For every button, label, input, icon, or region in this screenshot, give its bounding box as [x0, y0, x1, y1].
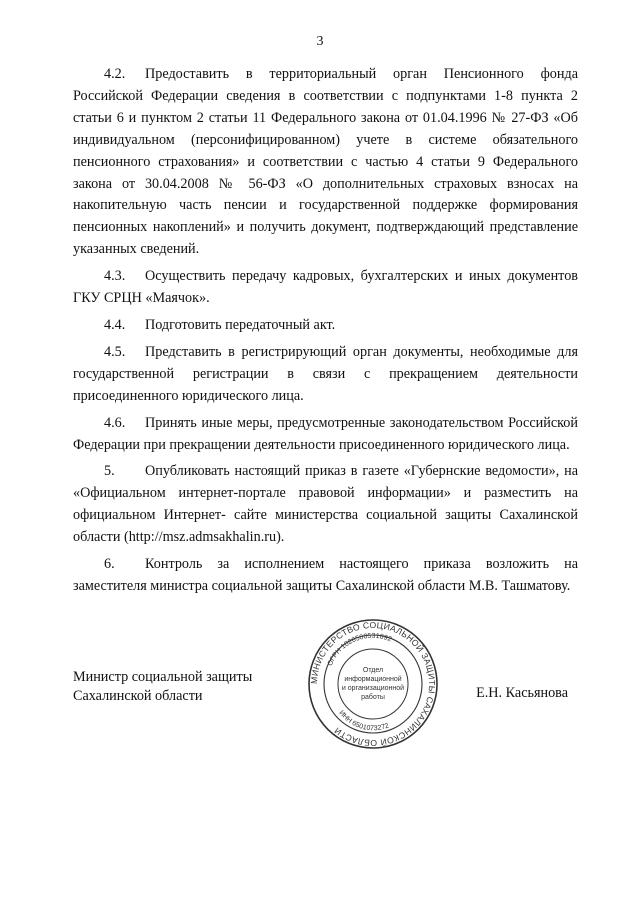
paragraph-number: 6. — [104, 556, 115, 573]
paragraph-4-6 — [73, 413, 578, 457]
paragraph-6 — [73, 554, 578, 598]
paragraph-text: Представить в регистрирующий орган документы, необходимые для государственной регистрации в связи с прекращением деятельности присоединенного юридического лица. — [73, 343, 578, 404]
paragraph-number: 4.6. — [104, 414, 126, 431]
paragraph-5 — [73, 461, 578, 549]
stamp-inn: ИНН 6501073272 — [337, 709, 390, 733]
official-stamp — [307, 618, 439, 750]
paragraph-number: 4.2. — [104, 66, 126, 82]
paragraph-text: Контроль за исполнением настоящего приказа возложить на заместителя министра социальной защиты Сахалинской области М.В. Ташматову. — [73, 556, 578, 594]
paragraph-text: Опубликовать настоящий приказ в газете «Губернские ведомости», на «Официальном интернет-портале правовой информации» и разместить на официальном Интернет- сайте министерства социальной защиты Сахалинской области (http://msz.admsakhalin.ru). — [73, 463, 578, 546]
signature-block — [73, 619, 578, 768]
signatory-title — [73, 668, 252, 706]
paragraph-number: 4.3. — [104, 268, 126, 285]
signatory-title-line2: Сахалинской области — [73, 688, 203, 704]
paragraph-4-4 — [73, 315, 578, 337]
paragraph-number: 5. — [104, 463, 115, 480]
signatory-name: Е.Н. Касьянова — [476, 685, 568, 701]
paragraph-4-5 — [73, 342, 578, 408]
paragraph-text: Предоставить в территориальный орган Пенсионного фонда Российской Федерации сведения в соответствии с подпунктами 1-8 пункта 2 статьи 6 и пунктом 2 статьи 11 Федерального закона от 01.04.1996 № 27-ФЗ «Об индивидуальном (персонифицированном) учете в системе обязательного пенсионного страхования» и соответствии с частью 4 статьи 9 Федерального закона от 30.04.2008 № 56-ФЗ «О дополнительных страховых взносах на накопительную часть пенсии и государственной поддержке формирования пенсионных накоплений» и получить документ, подтверждающий представление указанных сведений. — [73, 66, 578, 258]
paragraph-4-3 — [73, 266, 578, 310]
paragraph-text: Осуществить передачу кадровых, бухгалтерских и иных документов ГКУ СРЦН «Маячок». — [73, 268, 578, 307]
stamp-ogrn: ОГРН 1026500531892 — [326, 632, 393, 668]
paragraph-text: Принять иные меры, предусмотренные законодательством Российской Федерации при прекращении деятельности присоединенного юридического лица. — [73, 414, 578, 453]
stamp-center-line3: и организационной — [341, 685, 405, 692]
paragraph-number: 4.5. — [104, 343, 126, 360]
stamp-outer-text: МИНИСТЕРСТВО СОЦИАЛЬНОЙ ЗАЩИТЫ САХАЛИНСКОЙ ОБЛАСТИ — [308, 619, 438, 749]
paragraph-4-2 — [73, 64, 578, 261]
stamp-center-line4: работы — [361, 694, 385, 701]
paragraph-text: Подготовить передаточный акт. — [145, 316, 336, 333]
signatory-title-line1: Министр социальной защиты — [73, 669, 253, 685]
stamp-center-line1: Отдел — [362, 667, 384, 674]
stamp-center-line2: информационной — [344, 676, 402, 683]
document-body — [73, 64, 578, 603]
paragraph-number: 4.4. — [104, 316, 126, 333]
page-number: 3 — [316, 34, 324, 49]
